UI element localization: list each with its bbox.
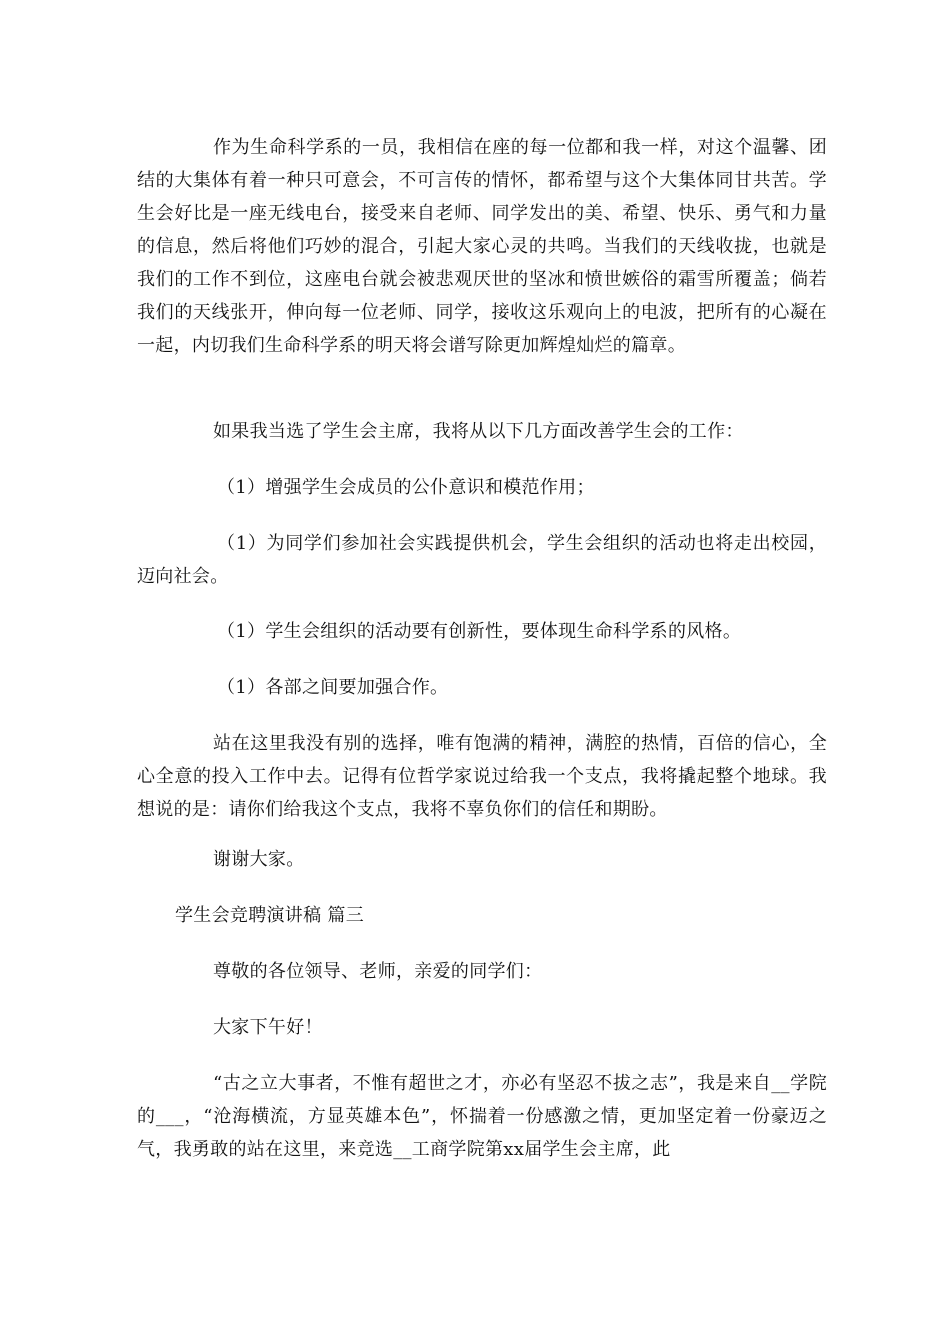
paragraph-greeting: 大家下午好！ [213,1017,323,1038]
paragraph-if-elected: 如果我当选了学生会主席，我将从以下几方面改善学生会的工作： [213,421,744,442]
list-item-2: （1）为同学们参加社会实践提供机会，学生会组织的活动也将走出校园，迈向社会。 [137,533,827,587]
list-item-3: （1）学生会组织的活动要有创新性，要体现生命科学系的风格。 [217,621,742,642]
paragraph-commitment: 站在这里我没有别的选择，唯有饱满的精神，满腔的热情，百倍的信心，全心全意的投入工作中去。记得有位哲学家说过给我一个支点，我将撬起整个地球。我想说的是：请你们给我这个支点，我将不辜负你们的信任和期盼。 [137,733,827,820]
paragraph-opening: “古之立大事者，不惟有超世之才，亦必有坚忍不拔之志”，我是来自__学院的___，“沧海横流，方显英雄本色”，怀揣着一份感激之情，更加坚定着一份豪迈之气，我勇敢的站在这里，来竞选__工商学院第xx届学生会主席，此 [137,1073,827,1160]
paragraph-thanks: 谢谢大家。 [213,849,305,870]
list-item-1: （1）增强学生会成员的公仆意识和模范作用； [217,477,595,498]
paragraph-salutation: 尊敬的各位领导、老师，亲爱的同学们： [213,961,543,982]
list-item-4: （1）各部之间要加强合作。 [217,677,449,698]
section-heading: 学生会竞聘演讲稿 篇三 [175,905,365,926]
paragraph-intro: 作为生命科学系的一员，我相信在座的每一位都和我一样，对这个温馨、团结的大集体有着一种只可意会，不可言传的情怀，都希望与这个大集体同甘共苦。学生会好比是一座无线电台，接受来自老师、同学发出的美、希望、快乐、勇气和力量的信息，然后将他们巧妙的混合，引起大家心灵的共鸣。当我们的天线收拢，也就是我们的工作不到位，这座电台就会被悲观厌世的坚冰和愤世嫉俗的霜雪所覆盖；倘若我们的天线张开，伸向每一位老师、同学，接收这乐观向上的电波，把所有的心凝在一起，内切我们生命科学系的明天将会谱写除更加辉煌灿烂的篇章。 [137,137,827,356]
